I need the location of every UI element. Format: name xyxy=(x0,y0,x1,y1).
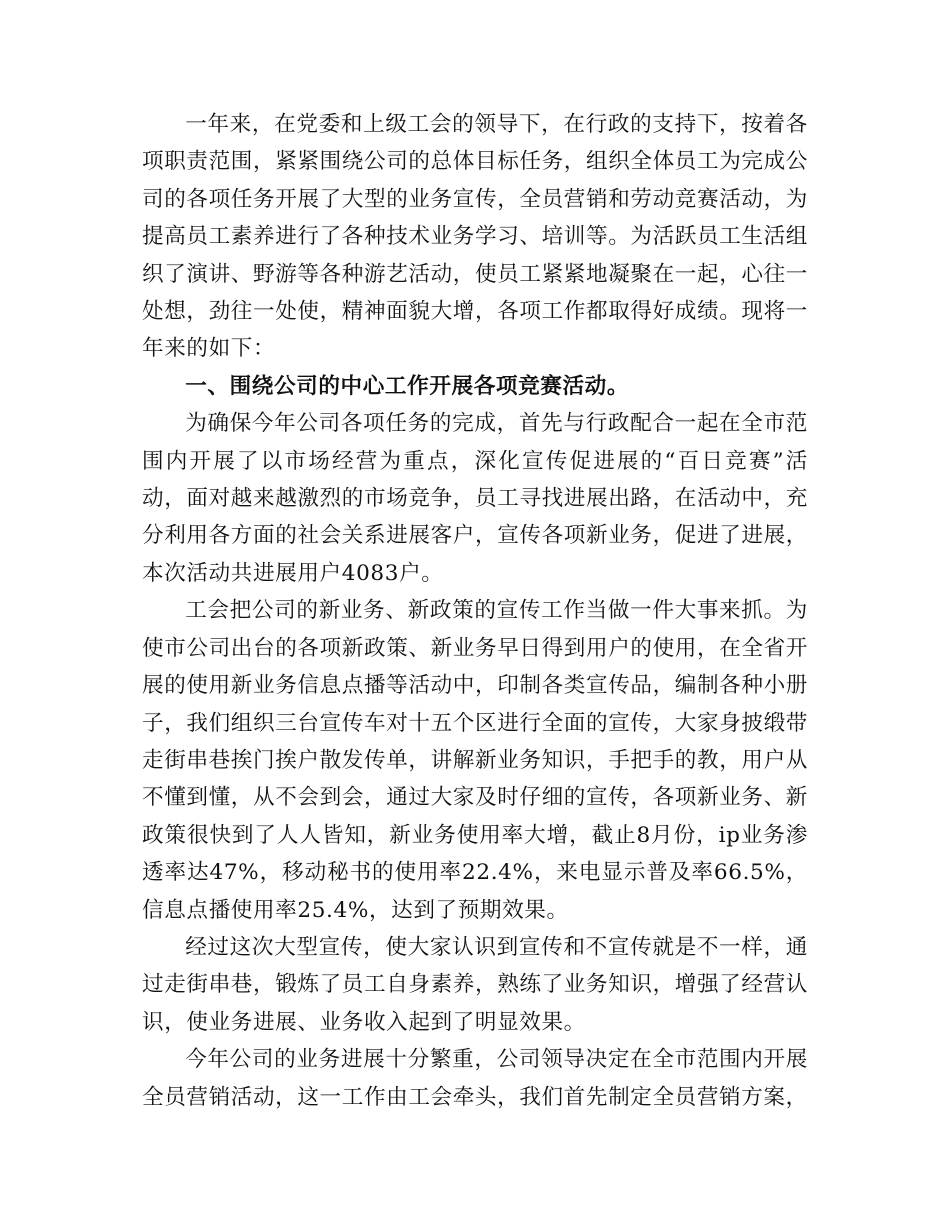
paragraph-hundred-day-contest: 为确保今年公司各项任务的完成，首先与行政配合一起在全市范围内开展了以市场经营为重点，深化宣传促进展的“百日竞赛”活动，面对越来越激烈的市场竞争，员工寻找进展出路，在活动中，充分利用各方面的社会关系进展客户，宣传各项新业务，促进了进展，本次活动共进展用户4083户。 xyxy=(142,411,808,586)
paragraph-promotion-effect: 经过这次大型宣传，使大家认识到宣传和不宣传就是不一样，通过走街串巷，锻炼了员工自身素养，熟练了业务知识，增强了经营认识，使业务进展、业务收入起到了明显效果。 xyxy=(142,934,808,1035)
section-heading-1: 一、围绕公司的中心工作开展各项竞赛活动。 xyxy=(185,373,630,399)
document-page xyxy=(142,106,808,1116)
paragraph-intro: 一年来，在党委和上级工会的领导下，在行政的支持下，按着各项职责范围，紧紧围绕公司的总体目标任务，组织全体员工为完成公司的各项任务开展了大型的业务宣传，全员营销和劳动竞赛活动，为提高员工素养进行了各种技术业务学习、培训等。为活跃员工生活组织了演讲、野游等各种游艺活动，使员工紧紧地凝聚在一起，心往一处想，劲往一处使，精神面貌大增，各项工作都取得好成绩。现将一年来的如下： xyxy=(142,112,808,362)
paragraph-all-staff-marketing: 今年公司的业务进展十分繁重，公司领导决定在全市范围内开展全员营销活动，这一工作由工会牵头，我们首先制定全员营销方案， xyxy=(142,1047,808,1110)
paragraph-new-business-promotion: 工会把公司的新业务、新政策的宣传工作当做一件大事来抓。为使市公司出台的各项新政策、新业务早日得到用户的使用，在全省开展的使用新业务信息点播等活动中，印制各类宣传品，编制各种小册子，我们组织三台宣传车对十五个区进行全面的宣传，大家身披缎带走街串巷挨门挨户散发传单，讲解新业务知识，手把手的教，用户从不懂到懂，从不会到会，通过大家及时仔细的宣传，各项新业务、新政策很快到了人人皆知，新业务使用率大增，截止8月份，ip业务渗透率达47%，移动秘书的使用率22.4%，来电显示普及率66.5%，信息点播使用率25.4%，达到了预期效果。 xyxy=(142,598,808,923)
